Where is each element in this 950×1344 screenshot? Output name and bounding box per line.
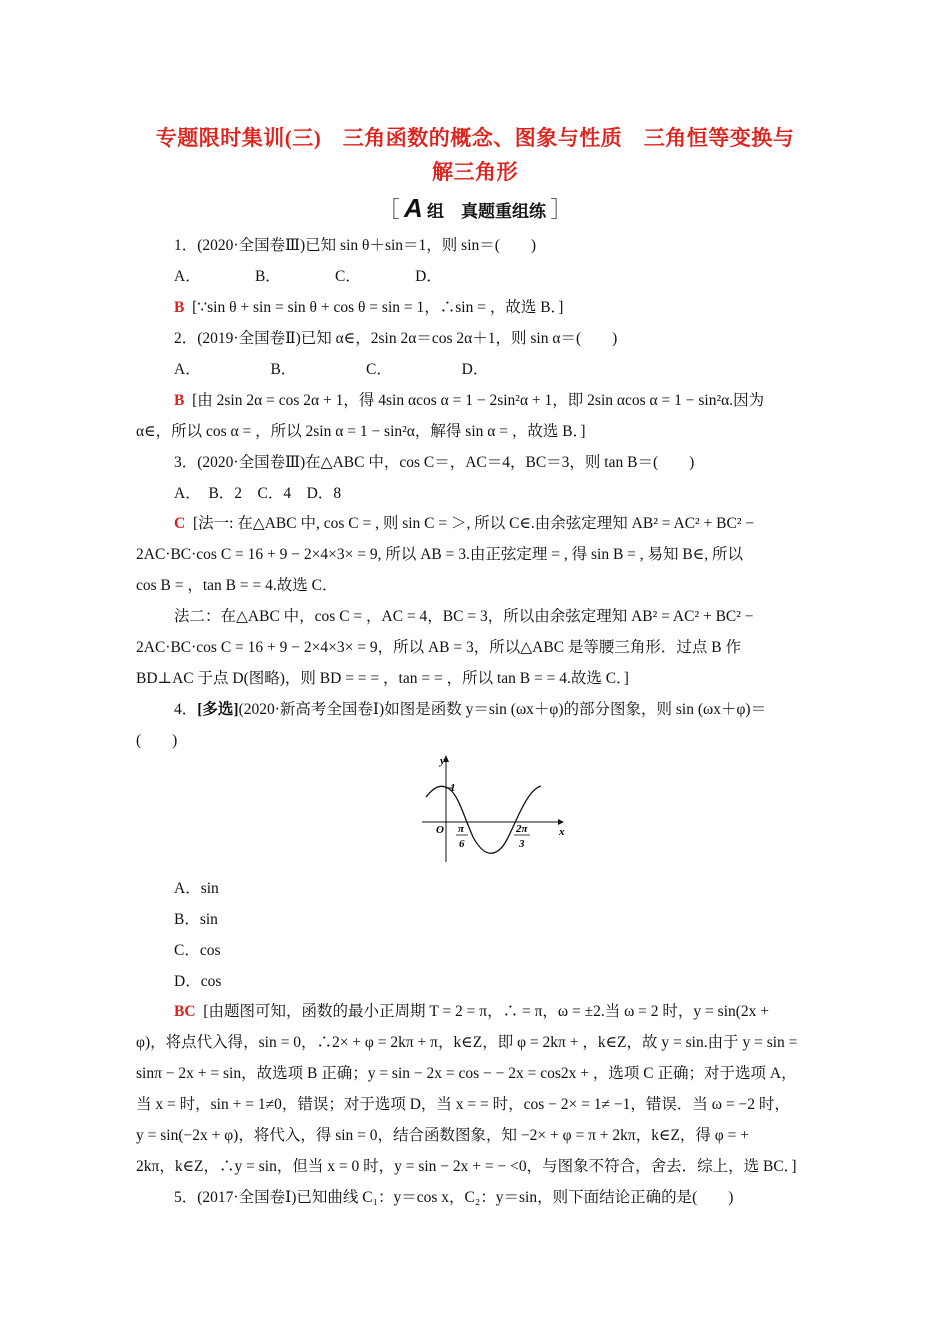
origin-label: O bbox=[436, 824, 444, 836]
q4-explain-1: [由题图可知，函数的最小正周期 T = 2 = π，∴ = π，ω = ±2.当 ω = 2 时，y = sin(2x + bbox=[203, 1003, 770, 1020]
x-axis-label: x bbox=[559, 826, 565, 838]
section-letter: A bbox=[403, 193, 423, 223]
q2-explain-2: α∈，所以 cos α = ，所以 2sin α = 1 − sin²α，解得 sin α = ，故选 B．] bbox=[136, 423, 586, 440]
q3-stem: 3．(2020·全国卷Ⅲ)在△ABC 中，cos C＝，AC＝4，BC＝3，则 tan B＝( ) bbox=[174, 454, 695, 471]
q1-options: A． B． C． D． bbox=[174, 268, 442, 285]
section-label: 组 真题重组练 bbox=[427, 202, 547, 221]
tick-pi6-den: 6 bbox=[459, 838, 465, 850]
q5-stem: 5．(2017·全国卷Ⅰ)已知曲线 C₁：y＝cos x，C₂：y＝sin，则下面结论正确的是( ) bbox=[174, 1189, 734, 1206]
q4-explain-6: 2kπ，k∈Z，∴y = sin，但当 x = 0 时，y = sin − 2x + = − <0，与图象不符合，舍去．综上，选 BC．] bbox=[136, 1158, 797, 1175]
q2-stem: 2．(2019·全国卷Ⅱ)已知 α∈，2sin 2α＝cos 2α＋1，则 sin α＝( ) bbox=[174, 330, 618, 347]
q4-stem-line2: ( ) bbox=[136, 732, 178, 749]
section-bracket-close: ］ bbox=[550, 197, 573, 222]
q3-answer: C bbox=[174, 515, 186, 532]
q3-method2-line2: 2AC·BC·cos C = 16 + 9 − 2×4×3× = 9，所以 AB = 3，所以△ABC 是等腰三角形．过点 B 作 bbox=[136, 639, 742, 656]
q3-method1-line3: cos B = ，tan B = = 4.故选 C． bbox=[136, 577, 338, 594]
q3-options: A． B．2 C．4 D．8 bbox=[174, 485, 342, 502]
page-title-line2: 解三角形 bbox=[432, 160, 518, 184]
q3-method2-line1: 法二：在△ABC 中，cos C = ，AC = 4，BC = 3，所以由余弦定理知 AB² = AC² + BC² − bbox=[174, 608, 754, 625]
q3-solution bbox=[174, 511, 754, 533]
q2-solution bbox=[174, 388, 764, 410]
q1-explain: [∵sin θ + sin = sin θ + cos θ = sin = 1，∴sin = ，故选 B．] bbox=[192, 299, 564, 316]
section-bracket-open: ［ bbox=[377, 197, 400, 222]
q3-method1-line1: [法一: 在△ABC 中, cos C = , 则 sin C = ＞, 所以 C∈.由余弦定理知 AB² = AC² + BC² − bbox=[192, 515, 755, 532]
q4-explain-2: φ)，将点代入得，sin = 0，∴2× + φ = 2kπ + π，k∈Z，即 φ = 2kπ + ，k∈Z，故 y = sin.由于 y = sin = bbox=[136, 1034, 798, 1051]
tick-pi6-num: π bbox=[458, 823, 465, 835]
q4-option-b: B．sin bbox=[174, 911, 218, 928]
q4-stem bbox=[174, 697, 766, 719]
q4-stem-text: (2020·新高考全国卷Ⅰ)如图是函数 y＝sin (ωx＋φ)的部分图象，则 sin (ωx＋φ)＝ bbox=[238, 701, 767, 718]
q2-explain-1: [由 2sin 2α = cos 2α + 1，得 4sin αcos α = 1 − 2sin²α + 1，即 2sin αcos α = 1 − sin²α.因为 bbox=[192, 392, 765, 409]
q4-explain-4: 当 x = 时，sin + = 1≠0，错误；对于选项 D，当 x = = 时，cos − 2× = 1≠ −1，错误．当 ω = −2 时， bbox=[136, 1096, 790, 1113]
q4-explain-3: sinπ − 2x + = sin，故选项 B 正确；y = sin − 2x = cos − − 2x = cos2x + ，选项 C 正确；对于选项 A， bbox=[136, 1065, 797, 1082]
q2-options: A． B． C． D． bbox=[174, 361, 489, 378]
q4-answer: BC bbox=[174, 1003, 196, 1020]
section-header bbox=[0, 193, 950, 224]
q4-option-c: C．cos bbox=[174, 942, 221, 959]
page-title-line1: 专题限时集训(三) 三角函数的概念、图象与性质 三角恒等变换与 bbox=[155, 126, 795, 150]
q3-method1-line2: 2AC·BC·cos C = 16 + 9 − 2×4×3× = 9, 所以 AB = 3.由正弦定理 = , 得 sin B = , 易知 B∈, 所以 bbox=[136, 546, 743, 563]
sine-graph bbox=[418, 752, 568, 864]
q4-number: 4． bbox=[174, 701, 198, 718]
q3-method2-line3: BD⊥AC 于点 D(图略)，则 BD = = = ，tan = = ，所以 tan B = = 4.故选 C．] bbox=[136, 670, 629, 687]
tick-2pi3-num: 2π bbox=[516, 823, 528, 835]
q1-solution bbox=[174, 295, 563, 317]
q1-answer: B bbox=[174, 299, 185, 316]
q4-multi-tag: [多选] bbox=[197, 701, 239, 718]
q4-option-d: D．cos bbox=[174, 973, 222, 990]
q4-explain-5: y = sin(−2x + φ)，将代入，得 sin = 0，结合函数图象，知 −2× + φ = π + 2kπ，k∈Z，得 φ = + bbox=[136, 1127, 749, 1144]
q1-stem: 1．(2020·全国卷Ⅲ)已知 sin θ＋sin＝1，则 sin＝( ) bbox=[174, 237, 537, 254]
q4-solution bbox=[174, 999, 769, 1021]
y-axis-label: y bbox=[440, 755, 445, 767]
one-label: 1 bbox=[450, 782, 456, 794]
tick-2pi3-den: 3 bbox=[519, 838, 525, 850]
q4-option-a: A．sin bbox=[174, 880, 219, 897]
x-axis-arrow-icon bbox=[558, 819, 564, 825]
q2-answer: B bbox=[174, 392, 185, 409]
